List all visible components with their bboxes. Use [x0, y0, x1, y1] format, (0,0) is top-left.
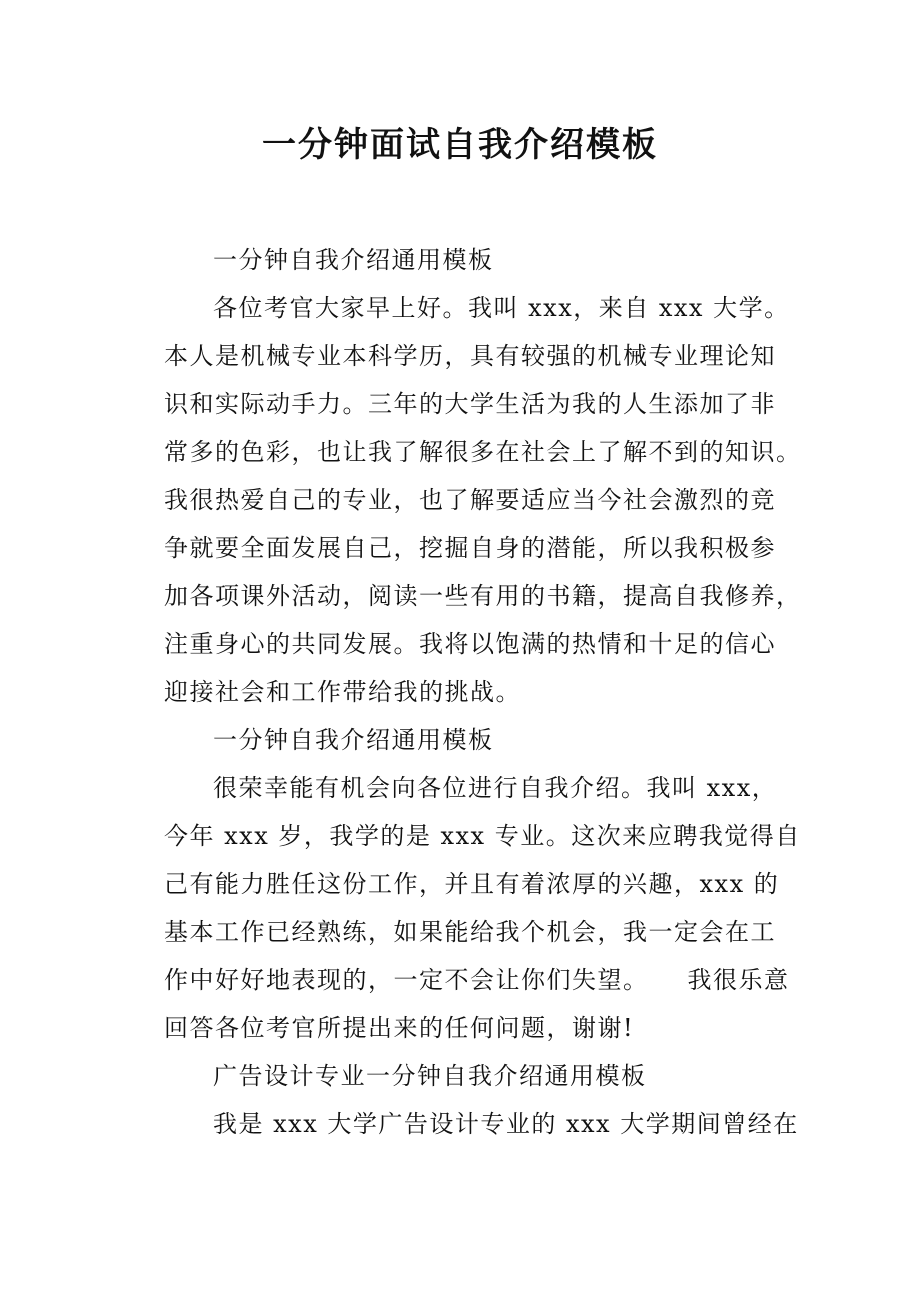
text-line: 本人是机械专业本科学历，具有较强的机械专业理论知	[164, 342, 776, 370]
text-line: 一分钟自我介绍通用模板	[213, 726, 494, 754]
text-line: 基本工作已经熟练，如果能给我个机会，我一定会在工	[164, 918, 776, 946]
text-line: 各位考官大家早上好。我叫 xxx，来自 xxx 大学。	[213, 294, 790, 322]
text-line: 作中好好地表现的，一定不会让你们失望。 我很乐意	[164, 966, 790, 994]
text-line: 己有能力胜任这份工作，并且有着浓厚的兴趣，xxx 的	[164, 870, 780, 898]
text-line: 回答各位考官所提出来的任何问题，谢谢!	[164, 1014, 635, 1042]
text-line: 常多的色彩，也让我了解很多在社会上了解不到的知识。	[164, 438, 802, 466]
text-line: 很荣幸能有机会向各位进行自我介绍。我叫 xxx，	[213, 774, 778, 802]
text-line: 迎接社会和工作带给我的挑战。	[164, 678, 521, 706]
document-body	[164, 236, 802, 1148]
text-line: 广告设计专业一分钟自我介绍通用模板	[213, 1062, 647, 1090]
text-line: 争就要全面发展自己，挖掘自身的潜能，所以我积极参	[164, 534, 776, 562]
text-line: 识和实际动手力。三年的大学生活为我的人生添加了非	[164, 390, 776, 418]
text-line: 我是 xxx 大学广告设计专业的 xxx 大学期间曾经在	[213, 1110, 799, 1138]
text-line: 我很热爱自己的专业，也了解要适应当今社会激烈的竞	[164, 486, 776, 514]
text-line: 一分钟自我介绍通用模板	[213, 246, 494, 274]
document-title: 一分钟面试自我介绍模板	[262, 125, 658, 165]
text-line: 今年 xxx 岁，我学的是 xxx 专业。这次来应聘我觉得自	[164, 822, 801, 850]
text-line: 加各项课外活动，阅读一些有用的书籍，提高自我修养，	[164, 582, 802, 610]
text-line: 注重身心的共同发展。我将以饱满的热情和十足的信心	[164, 630, 776, 658]
